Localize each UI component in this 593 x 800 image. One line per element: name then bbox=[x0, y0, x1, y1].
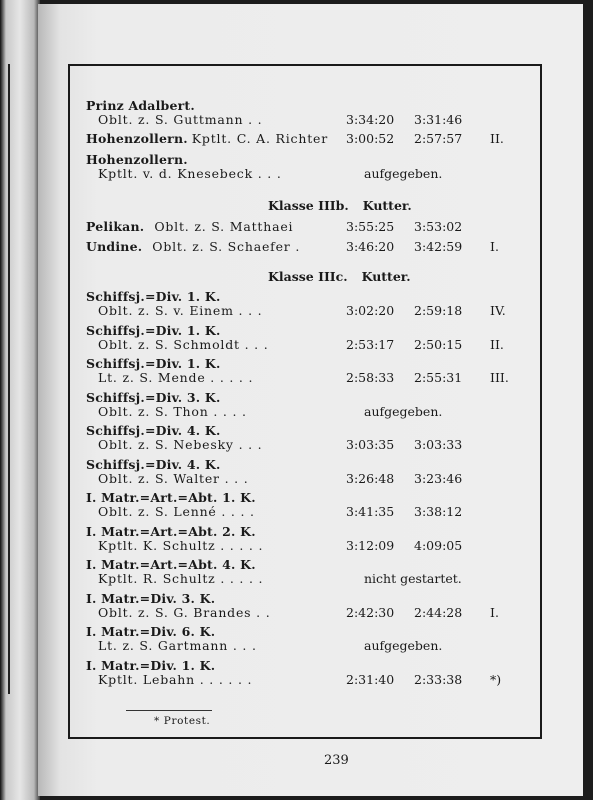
boat-name: Schiffsj.=Div. 4. K. bbox=[86, 423, 221, 438]
footnote-rule bbox=[126, 710, 212, 711]
entry-result-line bbox=[86, 404, 486, 419]
time-corrected: 2:50:15 bbox=[414, 337, 463, 352]
skipper-name: Kptlt. R. Schultz . . . . . bbox=[98, 571, 264, 586]
boat-name: I. Matr.=Div. 6. K. bbox=[86, 624, 216, 639]
race-status: aufgegeben. bbox=[364, 404, 443, 419]
time-corrected: 2:44:28 bbox=[414, 605, 463, 620]
entry-boat-line bbox=[86, 557, 486, 572]
skipper-name: Kptlt. C. A. Richter bbox=[191, 131, 329, 146]
time-corrected: 3:38:12 bbox=[414, 504, 463, 519]
entry-result-line bbox=[86, 504, 486, 519]
boat-name: I. Matr.=Art.=Abt. 1. K. bbox=[86, 490, 256, 505]
page-number: 239 bbox=[324, 753, 349, 768]
class-label: Klasse IIIc. bbox=[268, 269, 348, 284]
boat-name: Schiffsj.=Div. 1. K. bbox=[86, 289, 221, 304]
time-corrected: 3:03:33 bbox=[414, 437, 463, 452]
entry-boat-line bbox=[86, 624, 486, 639]
book-page bbox=[38, 4, 583, 796]
entry-boat-line bbox=[86, 524, 486, 539]
entry-boat-line bbox=[86, 490, 486, 505]
boat-type-label: Kutter. bbox=[362, 198, 412, 213]
time-corrected: 2:59:18 bbox=[414, 303, 463, 318]
time-corrected: 2:33:38 bbox=[414, 672, 463, 687]
time-total: 3:02:20 bbox=[346, 303, 395, 318]
skipper-name: Oblt. z. S. Nebesky . . . bbox=[98, 437, 263, 452]
left-page-edge bbox=[0, 0, 40, 800]
entry-result-line bbox=[86, 605, 499, 620]
skipper-name: Kptlt. Lebahn . . . . . . bbox=[98, 672, 253, 687]
placement: I. bbox=[490, 605, 499, 620]
placement: I. bbox=[490, 239, 499, 254]
placement: II. bbox=[490, 337, 504, 352]
boat-name: I. Matr.=Div. 3. K. bbox=[86, 591, 216, 606]
placement: III. bbox=[490, 370, 509, 385]
entry-boat-line bbox=[86, 423, 486, 438]
boat-name: Pelikan. bbox=[86, 219, 145, 234]
skipper-name: Oblt. z. S. Matthaei bbox=[154, 219, 294, 234]
time-total: 3:41:35 bbox=[346, 504, 395, 519]
time-corrected: 2:57:57 bbox=[414, 131, 463, 146]
boat-name: I. Matr.=Div. 1. K. bbox=[86, 658, 216, 673]
class-heading bbox=[268, 269, 411, 284]
entry-boat-line bbox=[86, 98, 486, 113]
skipper-name: Oblt. z. S. G. Brandes . . bbox=[98, 605, 271, 620]
boat-name: I. Matr.=Art.=Abt. 2. K. bbox=[86, 524, 256, 539]
boat-name: Undine. bbox=[86, 239, 143, 254]
skipper-name: Oblt. z. S. Lenné . . . . bbox=[98, 504, 255, 519]
entry-boat-line bbox=[86, 591, 486, 606]
entry-result-line bbox=[86, 437, 486, 452]
time-total: 3:26:48 bbox=[346, 471, 395, 486]
entry-boat-line bbox=[86, 390, 486, 405]
entry-boat-line bbox=[86, 356, 486, 371]
boat-name: Schiffsj.=Div. 4. K. bbox=[86, 457, 221, 472]
entry-result-line bbox=[86, 112, 486, 127]
entry-result-line bbox=[86, 638, 486, 653]
time-corrected: 3:31:46 bbox=[414, 112, 463, 127]
entry-result-line bbox=[86, 131, 504, 146]
skipper-name: Lt. z. S. Mende . . . . . bbox=[98, 370, 254, 385]
skipper-name: Kptlt. K. Schultz . . . . . bbox=[98, 538, 264, 553]
entry-result-line bbox=[86, 672, 502, 687]
time-corrected: 4:09:05 bbox=[414, 538, 463, 553]
skipper-name: Oblt. z. S. Guttmann . . bbox=[98, 112, 263, 127]
time-corrected: 3:23:46 bbox=[414, 471, 463, 486]
entry-result-line bbox=[86, 219, 486, 234]
entry-result-line bbox=[86, 471, 486, 486]
footnote: * Protest. bbox=[154, 715, 211, 727]
entry-result-line bbox=[86, 239, 499, 254]
skipper-name: Oblt. z. S. Walter . . . bbox=[98, 471, 249, 486]
time-total: 3:46:20 bbox=[346, 239, 395, 254]
skipper-name: Oblt. z. S. v. Einem . . . bbox=[98, 303, 263, 318]
skipper-name: Oblt. z. S. Thon . . . . bbox=[98, 404, 247, 419]
time-total: 2:42:30 bbox=[346, 605, 395, 620]
race-status: aufgegeben. bbox=[364, 638, 443, 653]
placement: II. bbox=[490, 131, 504, 146]
entry-boat-line bbox=[86, 152, 486, 167]
entry-boat-line bbox=[86, 658, 486, 673]
entry-boat-line bbox=[86, 289, 486, 304]
skipper-name: Oblt. z. S. Schmoldt . . . bbox=[98, 337, 269, 352]
time-total: 3:03:35 bbox=[346, 437, 395, 452]
skipper-name: Kptlt. v. d. Knesebeck . . . bbox=[98, 166, 282, 181]
entry-result-line bbox=[86, 370, 509, 385]
time-corrected: 3:53:02 bbox=[414, 219, 463, 234]
entry-boat-line bbox=[86, 323, 486, 338]
boat-name: I. Matr.=Art.=Abt. 4. K. bbox=[86, 557, 256, 572]
boat-name: Schiffsj.=Div. 3. K. bbox=[86, 390, 221, 405]
entry-boat-line bbox=[86, 457, 486, 472]
time-total: 2:31:40 bbox=[346, 672, 395, 687]
time-total: 3:12:09 bbox=[346, 538, 395, 553]
time-total: 3:00:52 bbox=[346, 131, 395, 146]
skipper-name: Oblt. z. S. Schaefer . bbox=[152, 239, 301, 254]
entry-result-line bbox=[86, 571, 486, 586]
boat-type-label: Kutter. bbox=[361, 269, 411, 284]
time-total: 2:58:33 bbox=[346, 370, 395, 385]
boat-name: Schiffsj.=Div. 1. K. bbox=[86, 356, 221, 371]
boat-name: Hohenzollern. bbox=[86, 131, 188, 146]
entry-result-line bbox=[86, 303, 506, 318]
class-heading bbox=[268, 198, 412, 213]
placement: IV. bbox=[490, 303, 506, 318]
time-corrected: 3:42:59 bbox=[414, 239, 463, 254]
boat-name: Hohenzollern. bbox=[86, 152, 188, 167]
class-label: Klasse IIIb. bbox=[268, 198, 349, 213]
time-total: 3:34:20 bbox=[346, 112, 395, 127]
entry-result-line bbox=[86, 337, 504, 352]
time-corrected: 2:55:31 bbox=[414, 370, 463, 385]
time-total: 2:53:17 bbox=[346, 337, 395, 352]
boat-name: Schiffsj.=Div. 1. K. bbox=[86, 323, 221, 338]
placement: *) bbox=[490, 672, 502, 687]
race-status: nicht gestartet. bbox=[364, 571, 462, 586]
entry-result-line bbox=[86, 166, 486, 181]
time-total: 3:55:25 bbox=[346, 219, 395, 234]
race-status: aufgegeben. bbox=[364, 166, 443, 181]
skipper-name: Lt. z. S. Gartmann . . . bbox=[98, 638, 257, 653]
entry-result-line bbox=[86, 538, 486, 553]
boat-name: Prinz Adalbert. bbox=[86, 98, 195, 113]
